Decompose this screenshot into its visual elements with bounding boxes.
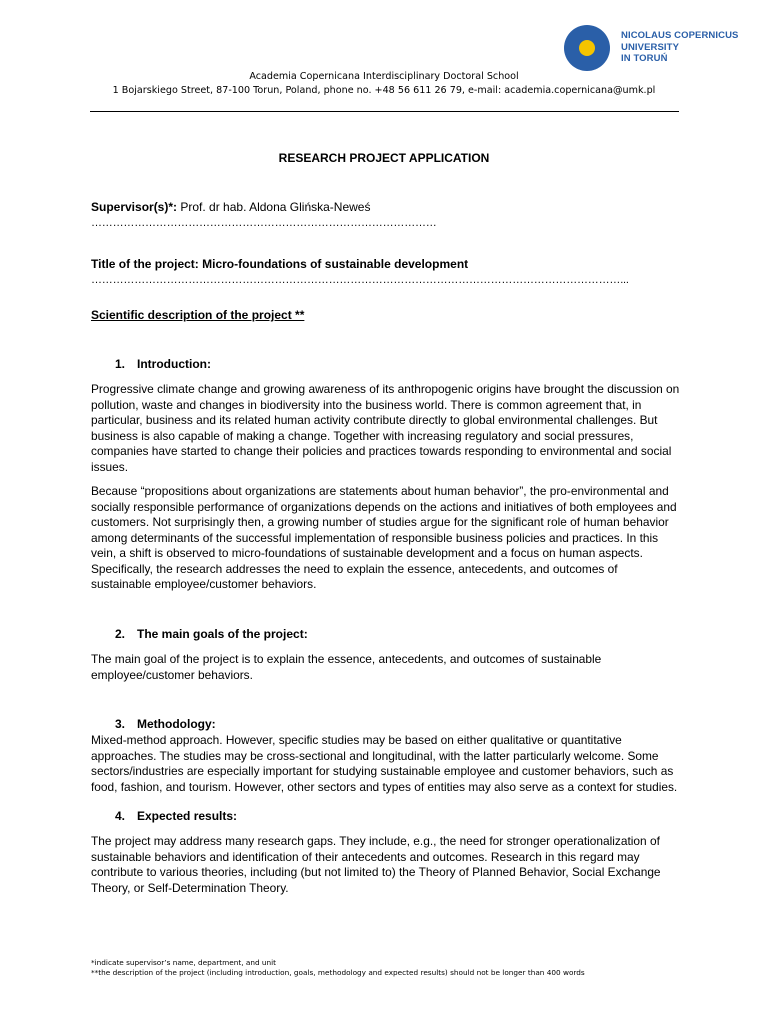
university-name-line: NICOLAUS COPERNICUS [621,30,739,41]
section-title: Expected results: [137,809,238,823]
university-name [621,30,739,65]
school-name: Academia Copernicana Interdisciplinary Doctoral School [249,71,519,82]
section-heading-goals [115,627,308,641]
project-title-dots: …………………………………………………………………………………………………………………………………... [91,274,629,286]
paragraph: Because “propositions about organizations are statements about human behavior”, the pro-environmental and socially responsible performance of organizations depends on the actions and initiatives of both employees and customers. Not surprisingly then, a growing number of studies argue for the significant role of human behavior among determinants of the successful implementation of responsible business policies and practices. In this vein, a shift is observed to micro-foundations of sustainable development and a focus on human aspects. Specifically, the research addresses the need to explain the essence, antecedents, and outcomes of sustainable employee/customer behaviors. [91,484,677,591]
supervisor-label: Supervisor(s)*: [91,200,178,214]
section-heading-introduction [115,357,211,371]
university-name-line: UNIVERSITY [621,41,680,53]
university-logo-icon [563,24,611,72]
paragraph: The main goal of the project is to explain the essence, antecedents, and outcomes of sustainable employee/customer behaviors. [91,652,602,682]
document-title: RESEARCH PROJECT APPLICATION [278,151,490,165]
paragraph: Progressive climate change and growing awareness of its anthropogenic origins have brought the discussion on pollution, waste and changes in biodiversity into the business world. There is common agreement that, in particular, business and its related human activity contribute directly to global environmental challenges. But business is also capable of making a change. Together with increasing regulatory and social pressures, companies have started to change their policies and practices towards responding to environmental and social issues. [91,382,680,474]
section-title: Methodology: [137,717,216,731]
paragraph: The project may address many research gaps. They include, e.g., the need for stronger operationalization of sustainable behaviors and identification of their antecedents and outcomes. Research in this regard may contribute to various theories, including (but not limited to) the Theory of Planned Behavior, Social Exchange Theory, or Self-Determination Theory. [91,834,661,895]
section-title: The main goals of the project: [137,627,308,641]
section-number: 4. [115,809,126,823]
section-number: 2. [115,627,126,641]
school-header [0,70,768,98]
supervisor-line [91,200,370,214]
section-heading-methodology [115,717,216,731]
school-address: 1 Bojarskiego Street, 87-100 Torun, Poland, phone no. +48 56 611 26 79, e-mail: academia.copernicana@umk.pl [112,85,656,96]
supervisor-value: Prof. dr hab. Aldona Glińska-Neweś [177,200,371,214]
paragraph: Mixed-method approach. However, specific studies may be based on either qualitative or quantitative approaches. The studies may be cross-sectional and longitudinal, with the latter particularly welcome. Some sectors/industries are especially important for studying sustainable employee and customer behaviors, such as food, fashion, and tourism. However, other sectors and types of entities may also serve as a context for studies. [91,733,678,794]
header-divider [90,111,679,112]
section-number: 1. [115,357,126,371]
section-heading-expected-results [115,809,237,823]
university-name-line: IN TORUŃ [621,53,668,64]
footnote: *indicate supervisor’s name, department, and unit [91,958,277,967]
footnote: **the description of the project (including introduction, goals, methodology and expected results) should not be longer than 400 words [91,968,585,977]
section-title: Introduction: [137,357,211,371]
project-title: Title of the project: Micro-foundations of sustainable development [91,257,469,271]
supervisor-dots: …………………………………………………………………………………… [91,217,437,229]
description-heading: Scientific description of the project ** [91,308,305,322]
section-number: 3. [115,717,126,731]
